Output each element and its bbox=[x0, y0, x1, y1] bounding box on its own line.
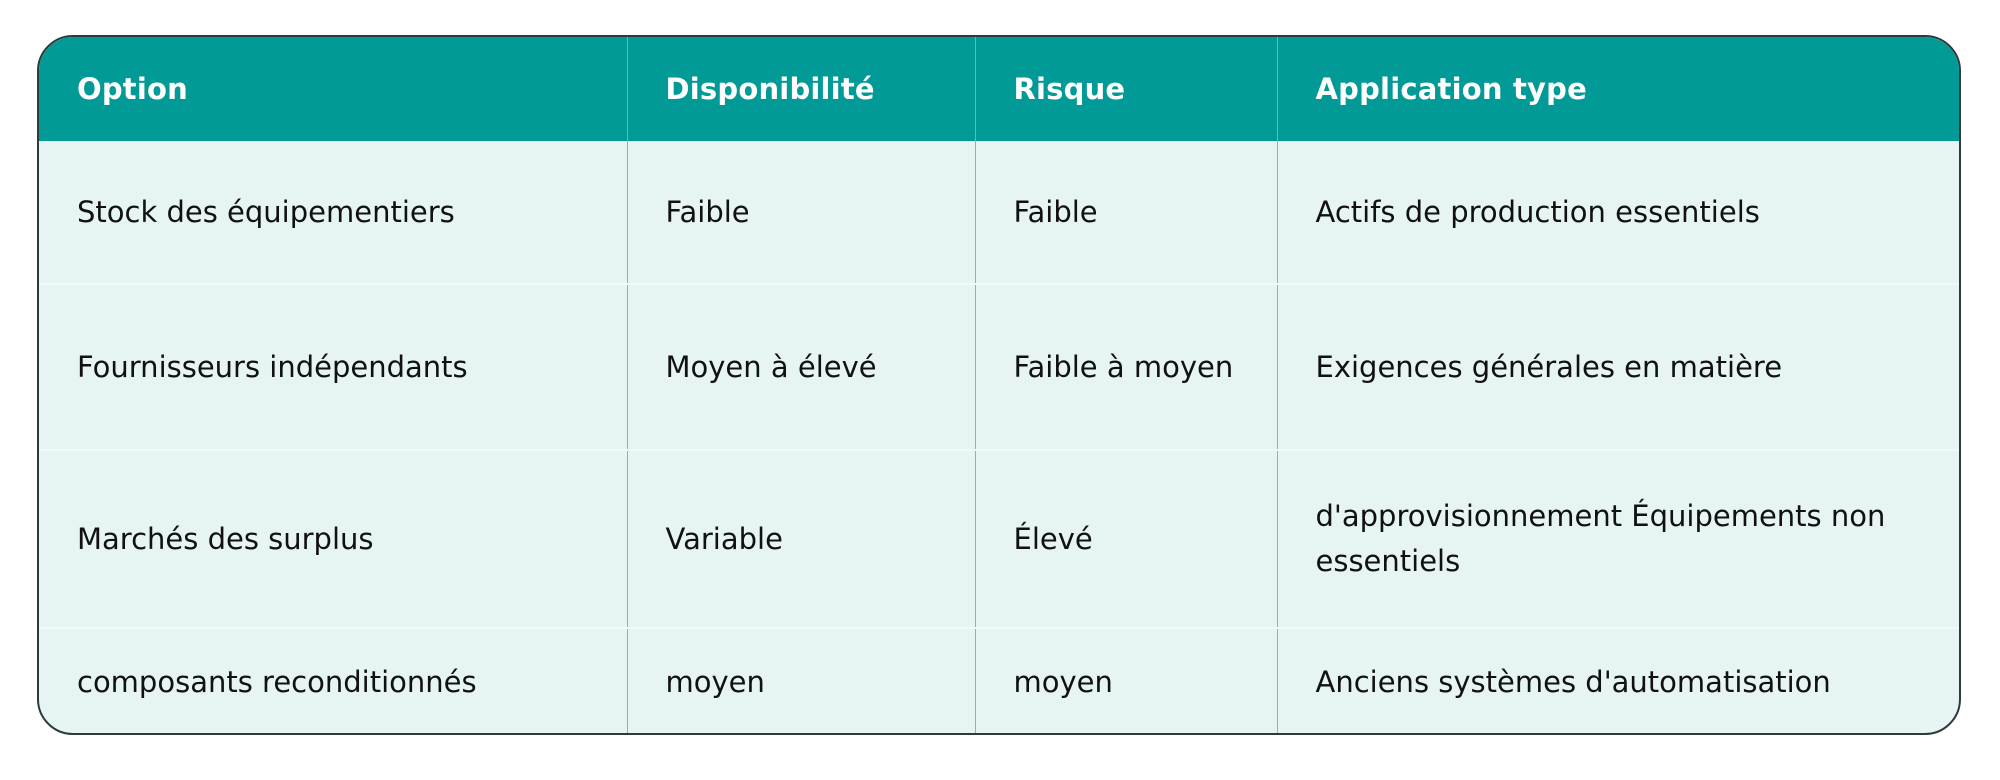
cell-risk: Faible à moyen bbox=[975, 284, 1277, 450]
cell-availability: Faible bbox=[627, 141, 975, 284]
cell-risk: moyen bbox=[975, 628, 1277, 735]
table-row bbox=[39, 141, 1959, 284]
cell-availability: moyen bbox=[627, 628, 975, 735]
cell-application-type: Actifs de production essentiels bbox=[1315, 194, 1760, 229]
header-row bbox=[39, 37, 1959, 141]
table-header bbox=[39, 37, 1959, 141]
comparison-table bbox=[37, 35, 1961, 735]
cell-option: Marchés des surplus bbox=[39, 450, 627, 628]
table-body bbox=[39, 141, 1959, 735]
cell-risk: Élevé bbox=[975, 450, 1277, 628]
cell-application-type: d'approvisionnement Équipements non essentiels bbox=[1277, 450, 1959, 628]
cell-risk: Faible bbox=[975, 141, 1277, 284]
header-option: Option bbox=[39, 37, 627, 141]
header-risk: Risque bbox=[975, 37, 1277, 141]
header-application-type: Application type bbox=[1277, 37, 1959, 141]
cell-application-type: Anciens systèmes d'automatisation bbox=[1277, 628, 1959, 735]
header-availability: Disponibilité bbox=[627, 37, 975, 141]
table-row bbox=[39, 284, 1959, 450]
cell-option: Stock des équipementiers bbox=[39, 141, 627, 284]
table bbox=[39, 37, 1959, 735]
cell-option: Fournisseurs indépendants bbox=[39, 284, 627, 450]
cell-application-type: Exigences générales en matière bbox=[1277, 284, 1959, 450]
cell-availability: Moyen à élevé bbox=[627, 284, 975, 450]
table-row bbox=[39, 450, 1959, 628]
cell-option: composants reconditionnés bbox=[39, 628, 627, 735]
cell-availability: Variable bbox=[627, 450, 975, 628]
table-row bbox=[39, 628, 1959, 735]
